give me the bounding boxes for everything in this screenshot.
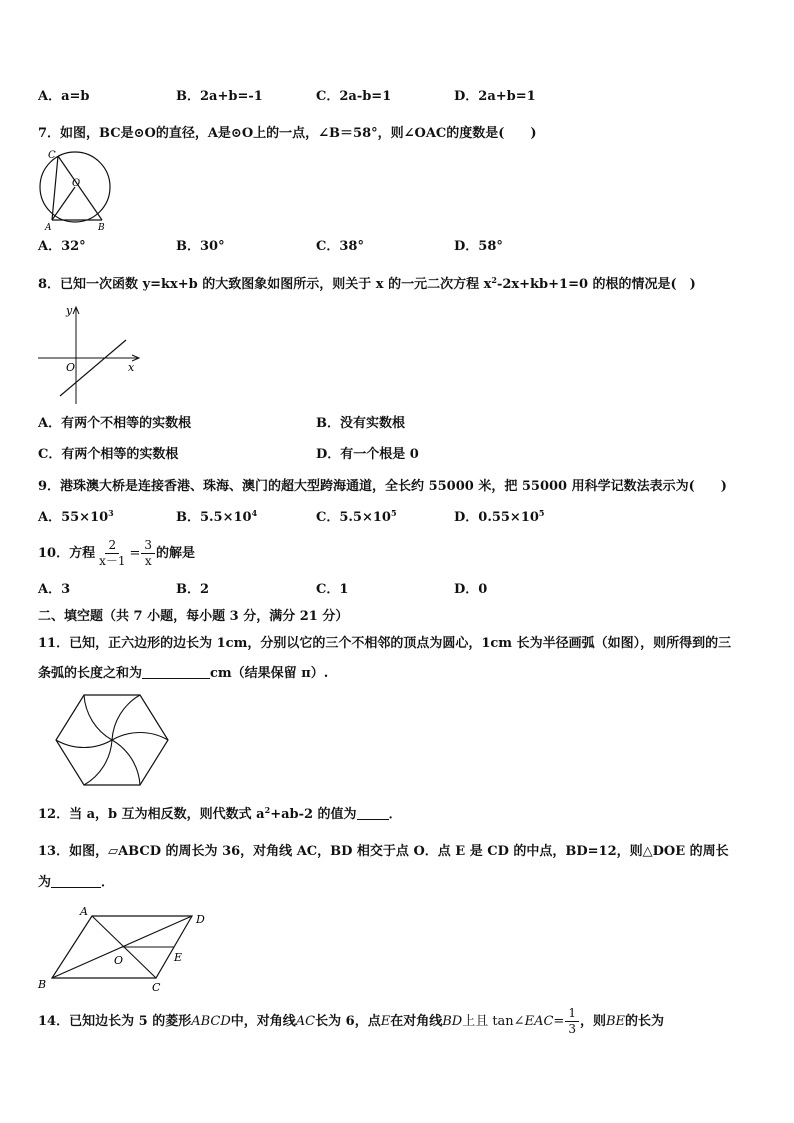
- q13-label-a: A: [80, 905, 88, 918]
- q6-option-c: C．2a-b=1: [316, 89, 392, 104]
- q11-hexagon-figure: [52, 690, 172, 794]
- q11-line2: 条弧的长度之和为 cm（结果保留 π）.: [38, 666, 329, 681]
- q9-option-c: C．$5.5\times 10^5$: [316, 508, 397, 525]
- q6-option-d: D．2a+b=1: [454, 89, 536, 104]
- q7-option-b: B．30°: [176, 239, 225, 254]
- q11-answer-blank: [142, 678, 210, 679]
- q13-label-c: C: [152, 981, 161, 994]
- q8-label-x: x: [128, 361, 135, 374]
- q13-line2: 为 ．: [38, 875, 115, 890]
- q13-parallelogram-figure: [34, 902, 224, 998]
- q13-label-b: B: [38, 978, 47, 991]
- q10-stem: 10．方程 $\frac{2}{x-1}$ = $\frac{3}{x}$ 的解是: [38, 538, 196, 568]
- q10-option-c: C．1: [316, 582, 349, 597]
- q8-stem: 8．已知一次函数 y=kx+b 的大致图象如图所示，则关于 x 的一元二次方程 $x^2-2x+kb+1=0$ 的根的情况是( ): [38, 275, 696, 292]
- q6-option-b: B．2a+b=-1: [176, 89, 263, 104]
- q13-line1: 13．如图，▱ABCD 的周长为 36，对角线 AC，BD 相交于点 O．点 E 是 CD 的中点，BD=12，则△DOE 的周长: [38, 844, 729, 859]
- q13-answer-blank: [51, 887, 101, 888]
- q7-label-a: A: [45, 223, 52, 232]
- q13-label-o: O: [114, 954, 124, 967]
- q7-option-d: D．58°: [454, 239, 503, 254]
- q10-fraction-1: $\frac{2}{x-1}$: [99, 538, 126, 568]
- q7-stem: 7．如图，BC是⊙O的直径，A是⊙O上的一点，∠B＝58°，则∠OAC的度数是( ): [38, 126, 537, 141]
- section2-title: 二、填空题（共 7 小题，每小题 3 分，满分 21 分）: [38, 609, 349, 624]
- q7-label-b: B: [98, 223, 105, 232]
- q12-answer-blank: [357, 819, 389, 820]
- q14-fraction: $\frac{1}{3}$: [565, 1006, 579, 1037]
- q7-option-a: A．32°: [38, 239, 86, 254]
- q11-line1: 11．已知，正六边形的边长为 1cm，分别以它的三个不相邻的顶点为圆心，1cm 长为半径画弧（如图），则所得到的三: [38, 636, 732, 651]
- q8-option-a: A．有两个不相等的实数根: [38, 416, 192, 431]
- q8-option-b: B．没有实数根: [316, 416, 405, 431]
- q9-stem: 9．港珠澳大桥是连接香港、珠海、澳门的超大型跨海通道，全长约 55000 米，把 55000 用科学记数法表示为( ): [38, 479, 727, 494]
- q6-option-a: A．a=b: [38, 89, 90, 104]
- q10-option-a: A．3: [38, 582, 71, 597]
- q8-label-y: y: [66, 304, 73, 317]
- q9-option-b: B．$5.5\times 10^4$: [176, 508, 258, 525]
- q8-option-d: D．有一个根是 0: [316, 447, 419, 462]
- q8-label-o: O: [66, 361, 76, 374]
- q7-option-c: C．38°: [316, 239, 364, 254]
- q7-label-o: O: [72, 178, 81, 189]
- q9-option-a: A．$55\times 10^3$: [38, 508, 114, 525]
- q12-stem: 12．当 a，b 互为相反数，则代数式 $a^2+ab-2$ 的值为 ．: [38, 805, 402, 822]
- q9-option-d: D．$0.55\times 10^5$: [454, 508, 545, 525]
- q8-option-c: C．有两个相等的实数根: [38, 447, 179, 462]
- q7-circle-figure: [30, 146, 120, 236]
- q10-option-b: B．2: [176, 582, 210, 597]
- q13-label-d: D: [196, 913, 205, 926]
- q7-label-c: C: [48, 150, 56, 161]
- q14-stem: 14．已知边长为 5 的菱形ABCD中，对角线AC长为 6，点E在对角线BD上且 tan∠EAC= $\frac{1}{3}$ ，则BE的长为: [38, 1006, 665, 1036]
- q13-label-e: E: [174, 951, 183, 964]
- q10-fraction-2: $\frac{3}{x}$: [141, 538, 155, 569]
- q10-option-d: D．0: [454, 582, 488, 597]
- q8-graph-figure: [34, 300, 144, 412]
